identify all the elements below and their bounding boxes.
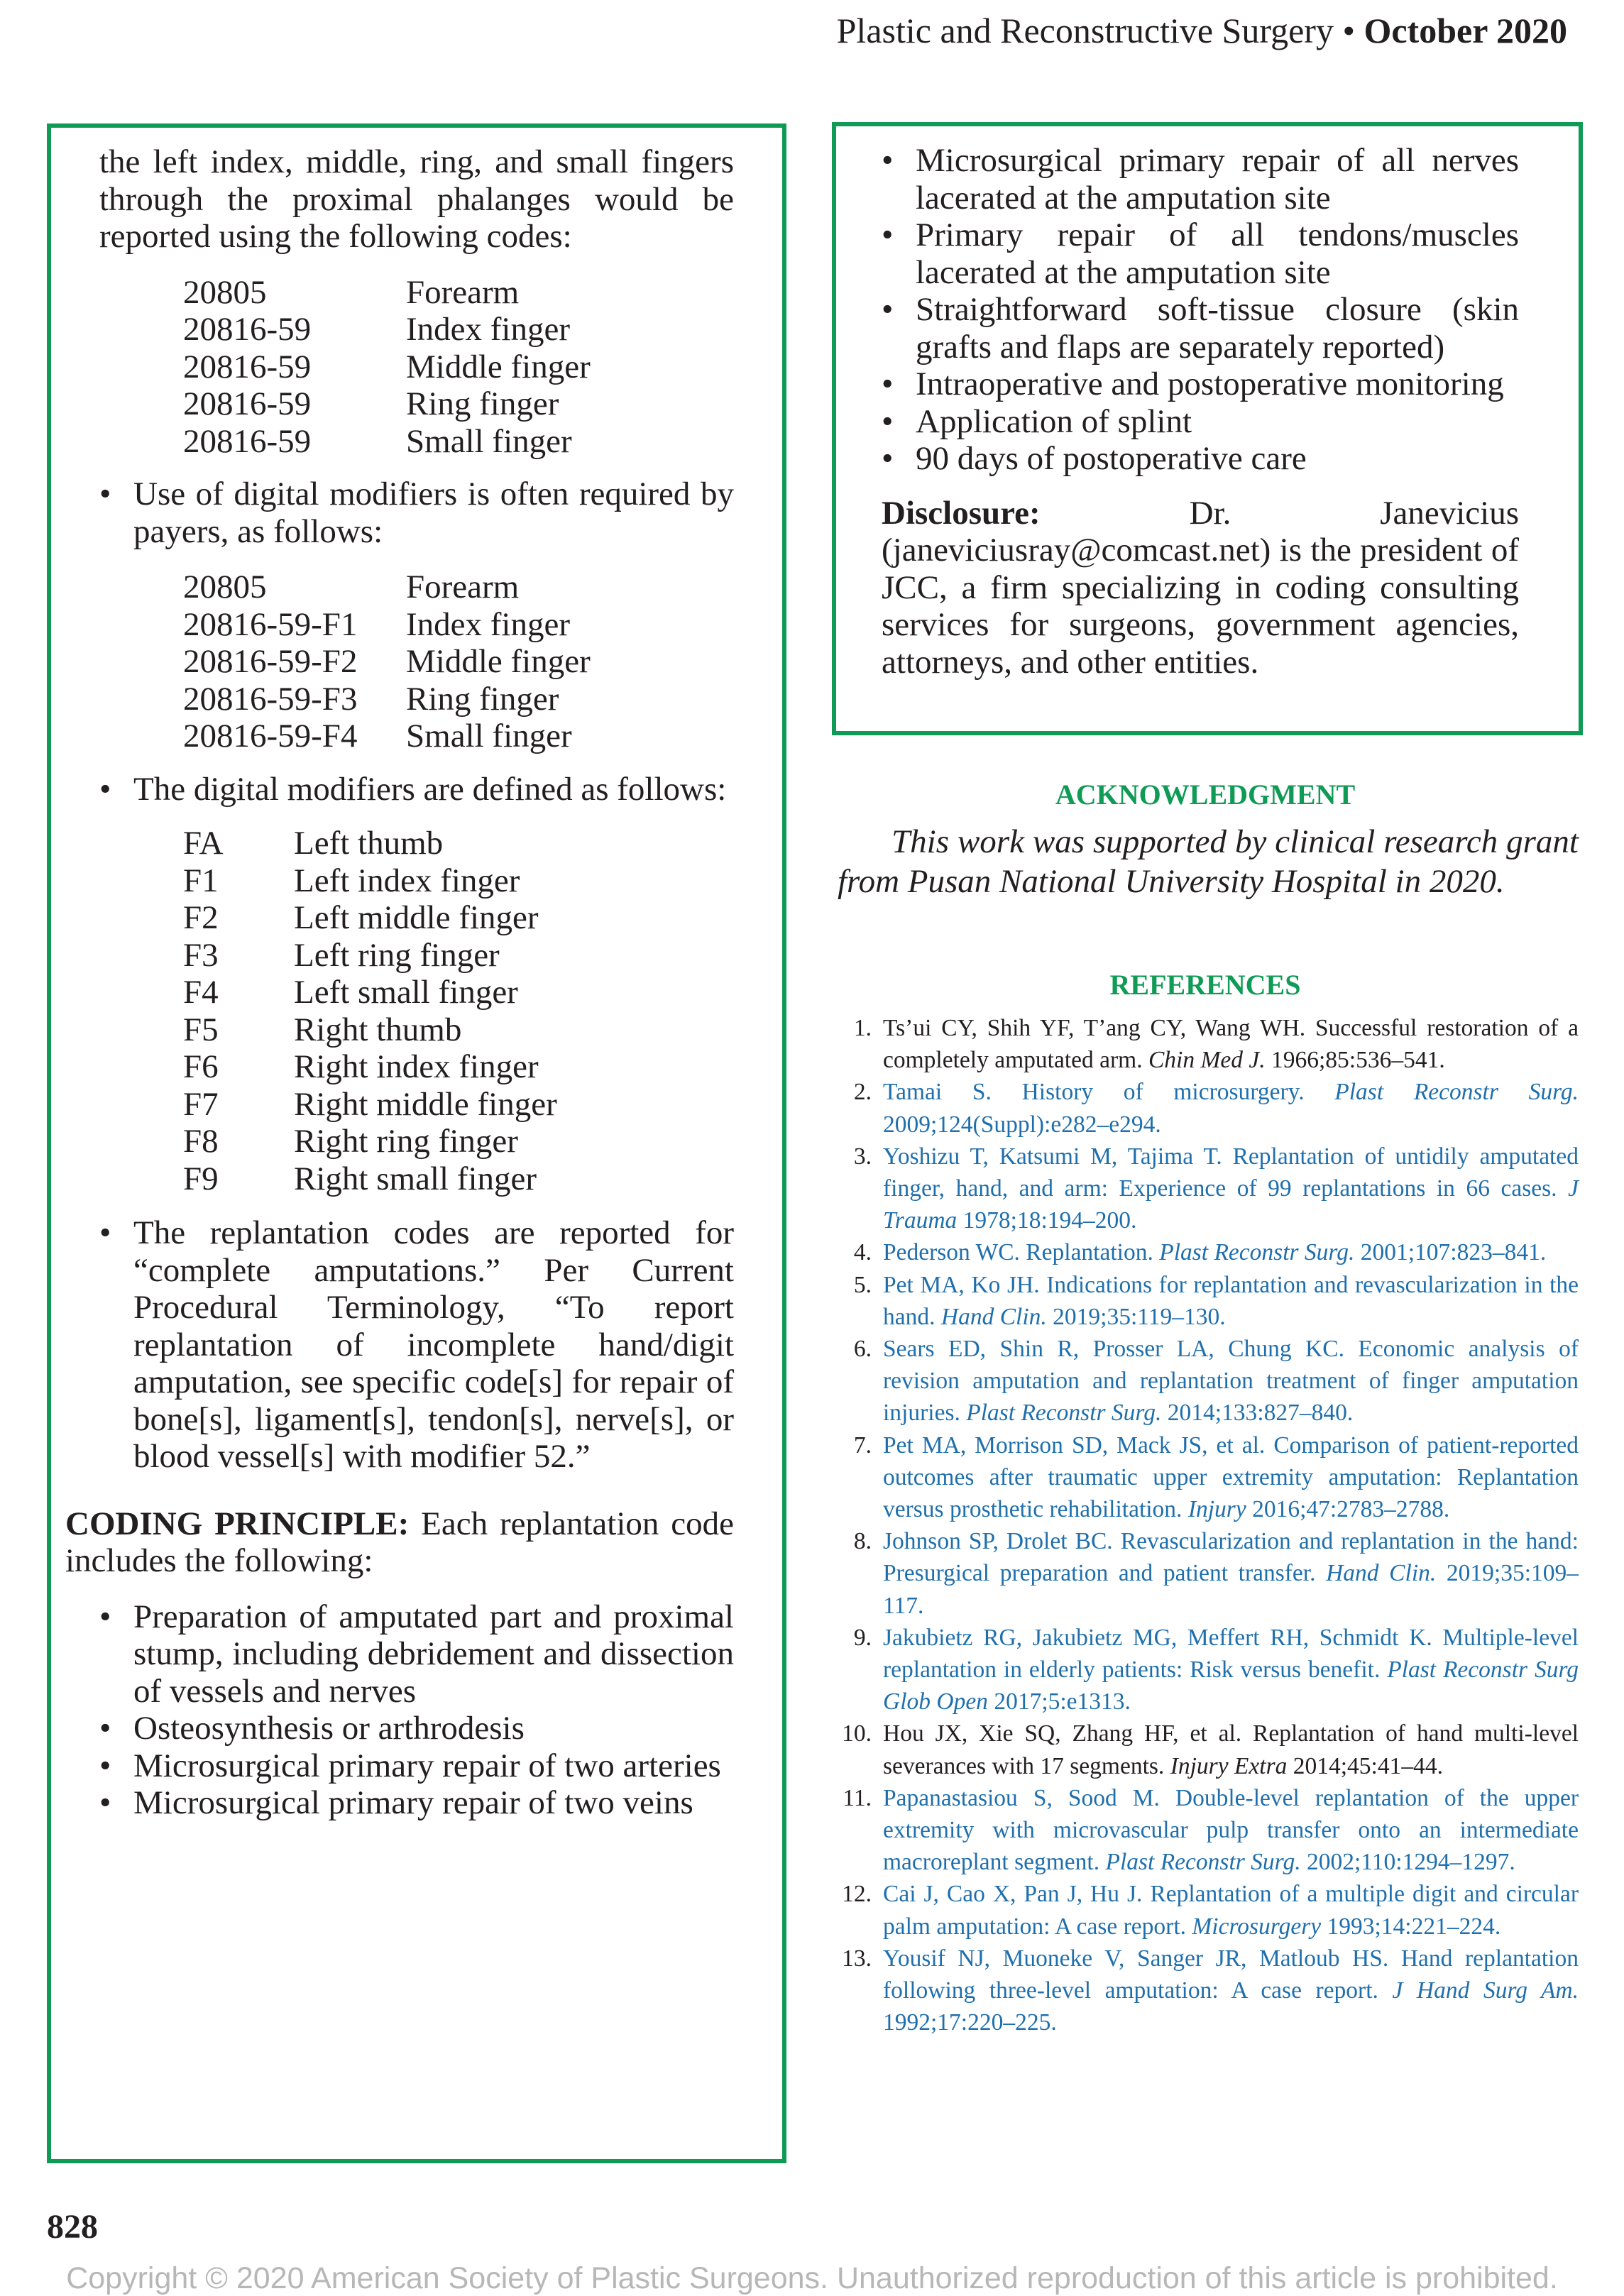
- reference-item[interactable]: [832, 1236, 1579, 1268]
- issue-date: October 2020: [1364, 11, 1567, 50]
- reference-journal: Chin Med J.: [1148, 1047, 1266, 1074]
- code-value: 20816-59: [183, 311, 312, 348]
- reference-journal: Injury: [1187, 1496, 1246, 1523]
- reference-number: 9.: [853, 1624, 872, 1651]
- header-separator: •: [1342, 11, 1355, 50]
- reference-item[interactable]: [832, 1076, 1579, 1140]
- reference-journal: Plast Reconstr Surg.: [1159, 1239, 1355, 1266]
- reference-citation: 1966;85:536–541.: [1265, 1047, 1445, 1074]
- code-row: [183, 643, 734, 681]
- coding-principle: [65, 1505, 734, 1580]
- copyright-notice: Copyright © 2020 American Society of Plastic Surgeons. Unauthorized reproduction of this article is prohibited.: [66, 2261, 1558, 2295]
- right-box-content: [882, 142, 1519, 681]
- reference-text: Pet MA, Ko JH. Indications for replantation and revascularization in the hand.: [883, 1271, 1579, 1330]
- bullet-modifiers-defined: • The digital modifiers are defined as follows:: [99, 771, 734, 808]
- code-label: Middle finger: [406, 348, 591, 385]
- reference-item[interactable]: [832, 1943, 1579, 2039]
- list-item: • Preparation of amputated part and proximal stump, including debridement and dissection of vessels and nerves: [99, 1598, 734, 1710]
- code-label: Ring finger: [406, 680, 559, 718]
- reference-number: 10.: [842, 1720, 872, 1747]
- reference-number: 5.: [853, 1271, 872, 1298]
- reference-citation: 2009;124(Suppl):e282–e294.: [883, 1111, 1161, 1138]
- reference-text: Ts’ui CY, Shih YF, T’ang CY, Wang WH. Successful restoration of a completely amputated arm.: [883, 1015, 1579, 1074]
- reference-citation: 2014;45:41–44.: [1287, 1752, 1443, 1779]
- running-head: [837, 10, 1567, 51]
- code-row: [183, 606, 734, 644]
- code-row: [183, 1086, 734, 1124]
- reference-citation: 2001;107:823–841.: [1354, 1239, 1547, 1266]
- code-label: Middle finger: [406, 643, 591, 680]
- reference-text: Pet MA, Morrison SD, Mack JS, et al. Comparison of patient-reported outcomes after traumatic upper extremity amputation: Replantation versus prosthetic rehabilitation.: [883, 1432, 1579, 1523]
- modifier-list: [183, 825, 734, 1197]
- reference-text: Yoshizu T, Katsumi M, Tajima T. Replantation of untidily amputated finger, hand, and arm: Experience of 99 replantations in 66 cases.: [883, 1143, 1579, 1202]
- reference-citation: 2014;133:827–840.: [1161, 1400, 1354, 1427]
- acknowledgment-text: This work was supported by clinical research grant from Pusan National University Hospital in 2020.: [838, 823, 1579, 900]
- reference-text: Yousif NJ, Muoneke V, Sanger JR, Matloub HS. Hand replantation following three-level amputation: A case report.: [883, 1945, 1579, 2004]
- references-heading: REFERENCES: [1109, 969, 1301, 1001]
- left-box-content: [65, 143, 734, 1822]
- code-label: Index finger: [406, 311, 570, 348]
- reference-journal: J Hand Surg Am.: [1392, 1977, 1579, 2004]
- reference-journal: J Trauma: [883, 1175, 1579, 1234]
- code-value: 20805: [183, 568, 267, 605]
- code-value: FA: [183, 825, 224, 862]
- reference-citation: 2002;110:1294–1297.: [1300, 1849, 1515, 1876]
- code-value: F1: [183, 862, 219, 899]
- code-row: [183, 862, 734, 900]
- list-item: • Straightforward soft-tissue closure (skin grafts and flaps are separately reported): [882, 291, 1519, 366]
- code-row: [183, 681, 734, 718]
- list-item: • Primary repair of all tendons/muscles lacerated at the amputation site: [882, 216, 1519, 291]
- code-label: Right small finger: [294, 1160, 537, 1197]
- code-label: Left small finger: [294, 974, 518, 1011]
- disclosure-label: Disclosure:: [882, 494, 1041, 532]
- reference-citation: 1992;17:220–225.: [883, 2009, 1057, 2036]
- reference-number: 11.: [843, 1784, 872, 1811]
- reference-text: Johnson SP, Drolet BC. Revascularization and replantation in the hand: Presurgical preparation and patient transfer.: [883, 1528, 1579, 1587]
- code-value: 20816-59: [183, 348, 312, 385]
- reference-journal: Plast Reconstr Surg.: [966, 1400, 1162, 1427]
- list-item: • Intraoperative and postoperative monitoring: [882, 366, 1519, 403]
- bullet-replantation: • The replantation codes are reported for “complete amputations.” Per Current Procedural Terminology, “To report replantation of incomplete hand/digit amputation, see specific code[s] for repair of bone[s], ligament[s], tendon[s], nerve[s], or blood vessel[s] with modifier 52.”: [99, 1214, 734, 1476]
- code-row: [183, 1048, 734, 1086]
- code-row: [183, 568, 734, 606]
- reference-item[interactable]: [832, 1269, 1579, 1333]
- code-row: [183, 385, 734, 423]
- code-value: F8: [183, 1123, 219, 1160]
- reference-citation: 2016;47:2783–2788.: [1246, 1496, 1450, 1523]
- code-value: F9: [183, 1160, 219, 1197]
- reference-number: 4.: [853, 1239, 872, 1266]
- code-row: [183, 899, 734, 937]
- code-value: F7: [183, 1085, 219, 1123]
- reference-text: Tamai S. History of microsurgery.: [883, 1079, 1335, 1106]
- code-value: 20805: [183, 273, 267, 311]
- list-item: • Application of splint: [882, 403, 1519, 441]
- code-value: 20816-59-F3: [183, 680, 358, 718]
- reference-citation: 2017;5:e1313.: [987, 1688, 1131, 1715]
- code-value: 20816-59-F1: [183, 605, 358, 643]
- reference-journal: Plast Reconstr Surg.: [1105, 1849, 1301, 1876]
- code-label: Small finger: [406, 718, 572, 754]
- reference-item[interactable]: [832, 1782, 1579, 1879]
- code-row: [183, 1011, 734, 1049]
- reference-item[interactable]: [832, 1429, 1579, 1526]
- code-label: Right ring finger: [294, 1123, 518, 1160]
- code-row: [183, 825, 734, 862]
- code-label: Ring finger: [406, 385, 559, 422]
- reference-item: [832, 1012, 1579, 1076]
- code-label: Right index finger: [294, 1048, 539, 1085]
- code-value: F3: [183, 936, 219, 974]
- journal-name: Plastic and Reconstructive Surgery: [836, 11, 1334, 50]
- code-value: 20816-59: [183, 422, 312, 460]
- code-row: [183, 937, 734, 974]
- code-label: Left index finger: [294, 862, 520, 899]
- code-row: [183, 311, 734, 348]
- reference-number: 1.: [853, 1015, 872, 1041]
- reference-journal: Injury Extra: [1170, 1752, 1288, 1779]
- code-row: [183, 348, 734, 386]
- disclosure-text: Dr. Janevicius (janeviciusray@comcast.net) is the president of JCC, a firm specializing in coding consulting services for surgeons, government agencies, attorneys, and other entities.: [882, 494, 1519, 681]
- code-label: Forearm: [406, 568, 520, 605]
- code-value: F4: [183, 974, 219, 1011]
- code-value: F5: [183, 1011, 219, 1048]
- reference-item[interactable]: [832, 1878, 1579, 1942]
- code-row: [183, 718, 734, 755]
- acknowledgment-heading: ACKNOWLEDGMENT: [1055, 779, 1356, 811]
- includes-list-right: [882, 142, 1519, 478]
- reference-journal: Hand Clin.: [940, 1303, 1047, 1330]
- reference-number: 13.: [842, 1945, 872, 1972]
- includes-list-left: [99, 1598, 734, 1822]
- code-value: F6: [183, 1048, 219, 1085]
- reference-text: Hou JX, Xie SQ, Zhang HF, et al. Replantation of hand multi-level severances with 17 segments.: [883, 1720, 1579, 1779]
- reference-text: Sears ED, Shin R, Prosser LA, Chung KC. Economic analysis of revision amputation and replantation treatment of finger amputation injuries.: [883, 1336, 1579, 1427]
- reference-citation: 2019;35:119–130.: [1046, 1303, 1226, 1330]
- reference-journal: Microsurgery: [1192, 1913, 1322, 1940]
- code-label: Forearm: [406, 273, 520, 311]
- code-label: Left thumb: [294, 825, 444, 862]
- reference-item[interactable]: [832, 1141, 1579, 1237]
- bullet-digital-modifiers: • Use of digital modifiers is often required by payers, as follows:: [99, 476, 734, 550]
- reference-text: Jakubietz RG, Jakubietz MG, Meffert RH, Schmidt K. Multiple-level replantation in elderly patients: Risk versus benefit.: [883, 1624, 1579, 1683]
- list-item: • Microsurgical primary repair of two arteries: [99, 1747, 734, 1785]
- code-row: [183, 423, 734, 461]
- code-label: Right thumb: [294, 1011, 462, 1048]
- code-value: 20816-59-F2: [183, 643, 358, 680]
- code-row: [183, 1160, 734, 1198]
- code-label: Left middle finger: [294, 899, 539, 936]
- reference-number: 6.: [853, 1336, 872, 1363]
- list-item: • Microsurgical primary repair of two veins: [99, 1784, 734, 1822]
- code-row: [183, 274, 734, 312]
- page-number: 828: [47, 2208, 98, 2246]
- code-label: Right middle finger: [294, 1085, 557, 1123]
- code-list-basic: [183, 274, 734, 461]
- reference-text: Pederson WC. Replantation.: [883, 1239, 1160, 1266]
- list-item: • Microsurgical primary repair of all nerves lacerated at the amputation site: [882, 142, 1519, 216]
- reference-number: 3.: [853, 1143, 872, 1170]
- code-value: F2: [183, 899, 219, 936]
- disclosure: [882, 495, 1519, 681]
- reference-number: 7.: [853, 1432, 872, 1459]
- reference-journal: Plast Reconstr Surg.: [1334, 1079, 1579, 1106]
- reference-item[interactable]: [832, 1622, 1579, 1718]
- code-label: Left ring finger: [294, 936, 500, 974]
- reference-number: 12.: [842, 1881, 872, 1908]
- coding-principle-text: Each replantation code includes the following:: [65, 1505, 734, 1579]
- reference-item[interactable]: [832, 1525, 1579, 1622]
- coding-principle-label: CODING PRINCIPLE:: [65, 1505, 410, 1542]
- reference-item[interactable]: [832, 1333, 1579, 1429]
- intro-paragraph: the left index, middle, ring, and small fingers through the proximal phalanges would be reported using the following codes:: [99, 143, 734, 255]
- code-value: 20816-59: [183, 385, 312, 422]
- code-value: 20816-59-F4: [183, 718, 358, 754]
- list-item: • 90 days of postoperative care: [882, 440, 1519, 478]
- reference-journal: Plast Reconstr Surg Glob Open: [883, 1657, 1579, 1715]
- reference-text: Cai J, Cao X, Pan J, Hu J. Replantation of a multiple digit and circular palm amputation: A case report.: [883, 1881, 1579, 1940]
- reference-number: 2.: [853, 1079, 872, 1106]
- reference-number: 8.: [853, 1528, 872, 1555]
- code-list-digital: [183, 568, 734, 755]
- reference-item: [832, 1718, 1579, 1781]
- reference-list: [832, 1012, 1579, 2039]
- reference-citation: 1978;18:194–200.: [957, 1207, 1137, 1234]
- list-item: • Osteosynthesis or arthrodesis: [99, 1710, 734, 1747]
- code-row: [183, 974, 734, 1011]
- code-label: Index finger: [406, 605, 570, 643]
- code-row: [183, 1123, 734, 1160]
- reference-text: Papanastasiou S, Sood M. Double-level replantation of the upper extremity with microvascular pulp transfer onto an intermediate macroreplant segment.: [883, 1784, 1579, 1876]
- code-label: Small finger: [406, 422, 572, 460]
- reference-journal: Hand Clin.: [1326, 1560, 1437, 1587]
- reference-citation: 1993;14:221–224.: [1321, 1913, 1501, 1940]
- reference-citation: 2019;35:109–117.: [883, 1560, 1579, 1619]
